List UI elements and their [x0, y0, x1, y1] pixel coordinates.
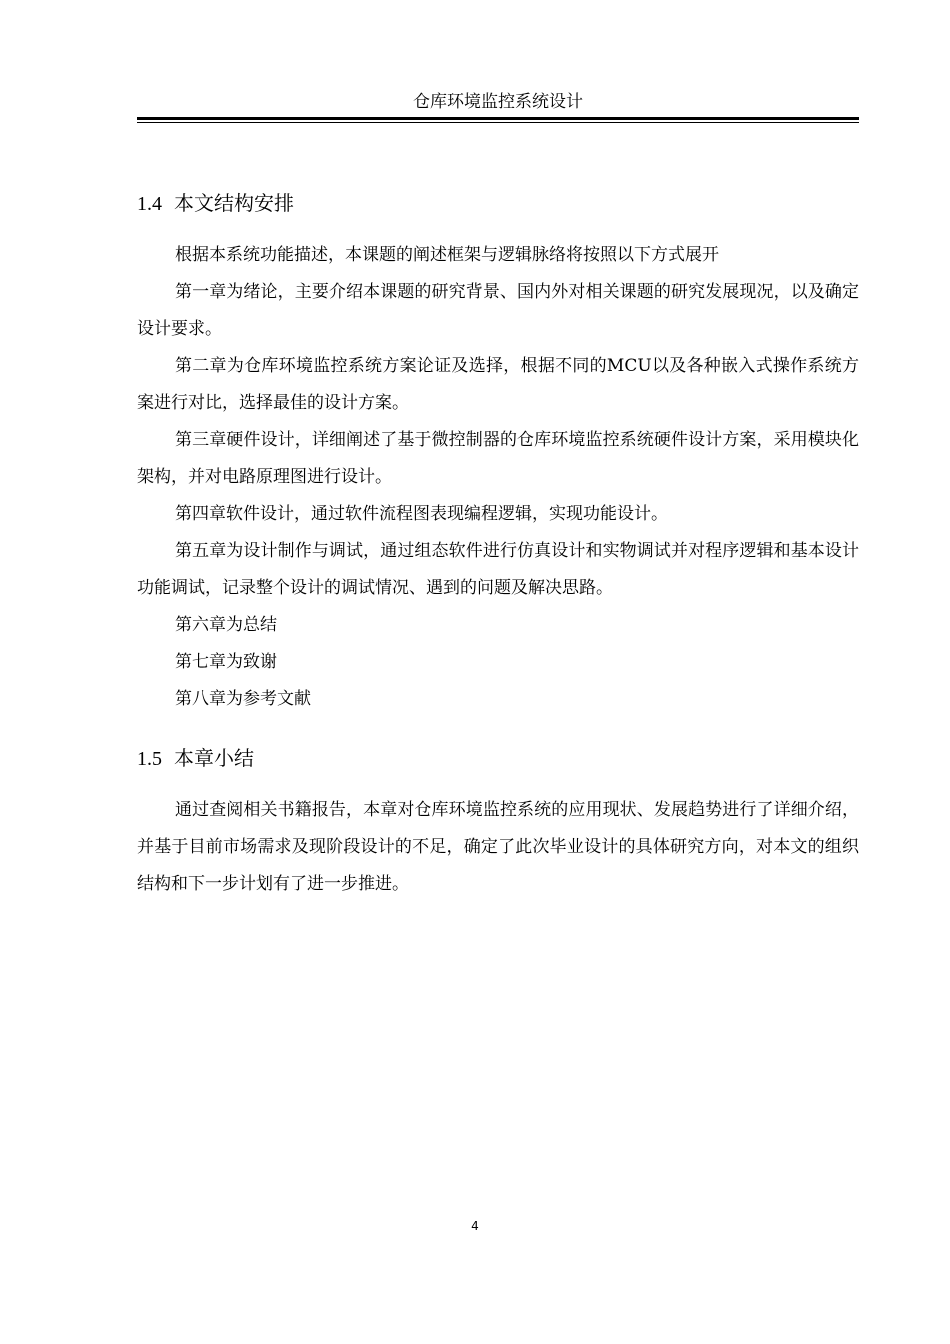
paragraph: 第八章为参考文献 — [175, 689, 311, 709]
paragraph: 通过查阅相关书籍报告，本章对仓库环境监控系统的应用现状、发展趋势进行了详细介绍，并基于目前市场需求及现阶段设计的不足，确定了此次毕业设计的具体研究方向，对本文的组织结构和下一步计划有了进一步推进。 — [137, 800, 859, 894]
paragraph: 第七章为致谢 — [175, 652, 277, 672]
running-header-title: 仓库环境监控系统设计 — [413, 92, 583, 112]
section-number: 1.5 — [137, 748, 162, 770]
paragraph: 第一章为绪论，主要介绍本课题的研究背景、国内外对相关课题的研究发展现况，以及确定设计要求。 — [137, 282, 859, 339]
header-rule-thin — [137, 122, 859, 123]
section-title: 本文结构安排 — [174, 191, 294, 215]
section-heading-1-4 — [137, 189, 294, 218]
page-number: 4 — [471, 1219, 479, 1233]
header-rule-thick — [137, 117, 859, 120]
section-title: 本章小结 — [174, 746, 254, 770]
section-heading-1-5 — [137, 744, 254, 773]
section-number: 1.4 — [137, 193, 162, 215]
paragraph: 第三章硬件设计，详细阐述了基于微控制器的仓库环境监控系统硬件设计方案，采用模块化架构，并对电路原理图进行设计。 — [137, 430, 859, 487]
paragraph: 第五章为设计制作与调试，通过组态软件进行仿真设计和实物调试并对程序逻辑和基本设计功能调试，记录整个设计的调试情况、遇到的问题及解决思路。 — [137, 541, 859, 598]
paragraph: 第二章为仓库环境监控系统方案论证及选择，根据不同的MCU以及各种嵌入式操作系统方案进行对比，选择最佳的设计方案。 — [137, 356, 859, 413]
paragraph: 根据本系统功能描述，本课题的阐述框架与逻辑脉络将按照以下方式展开 — [175, 245, 719, 265]
paragraph: 第六章为总结 — [175, 615, 277, 635]
paragraph: 第四章软件设计，通过软件流程图表现编程逻辑，实现功能设计。 — [175, 504, 668, 524]
